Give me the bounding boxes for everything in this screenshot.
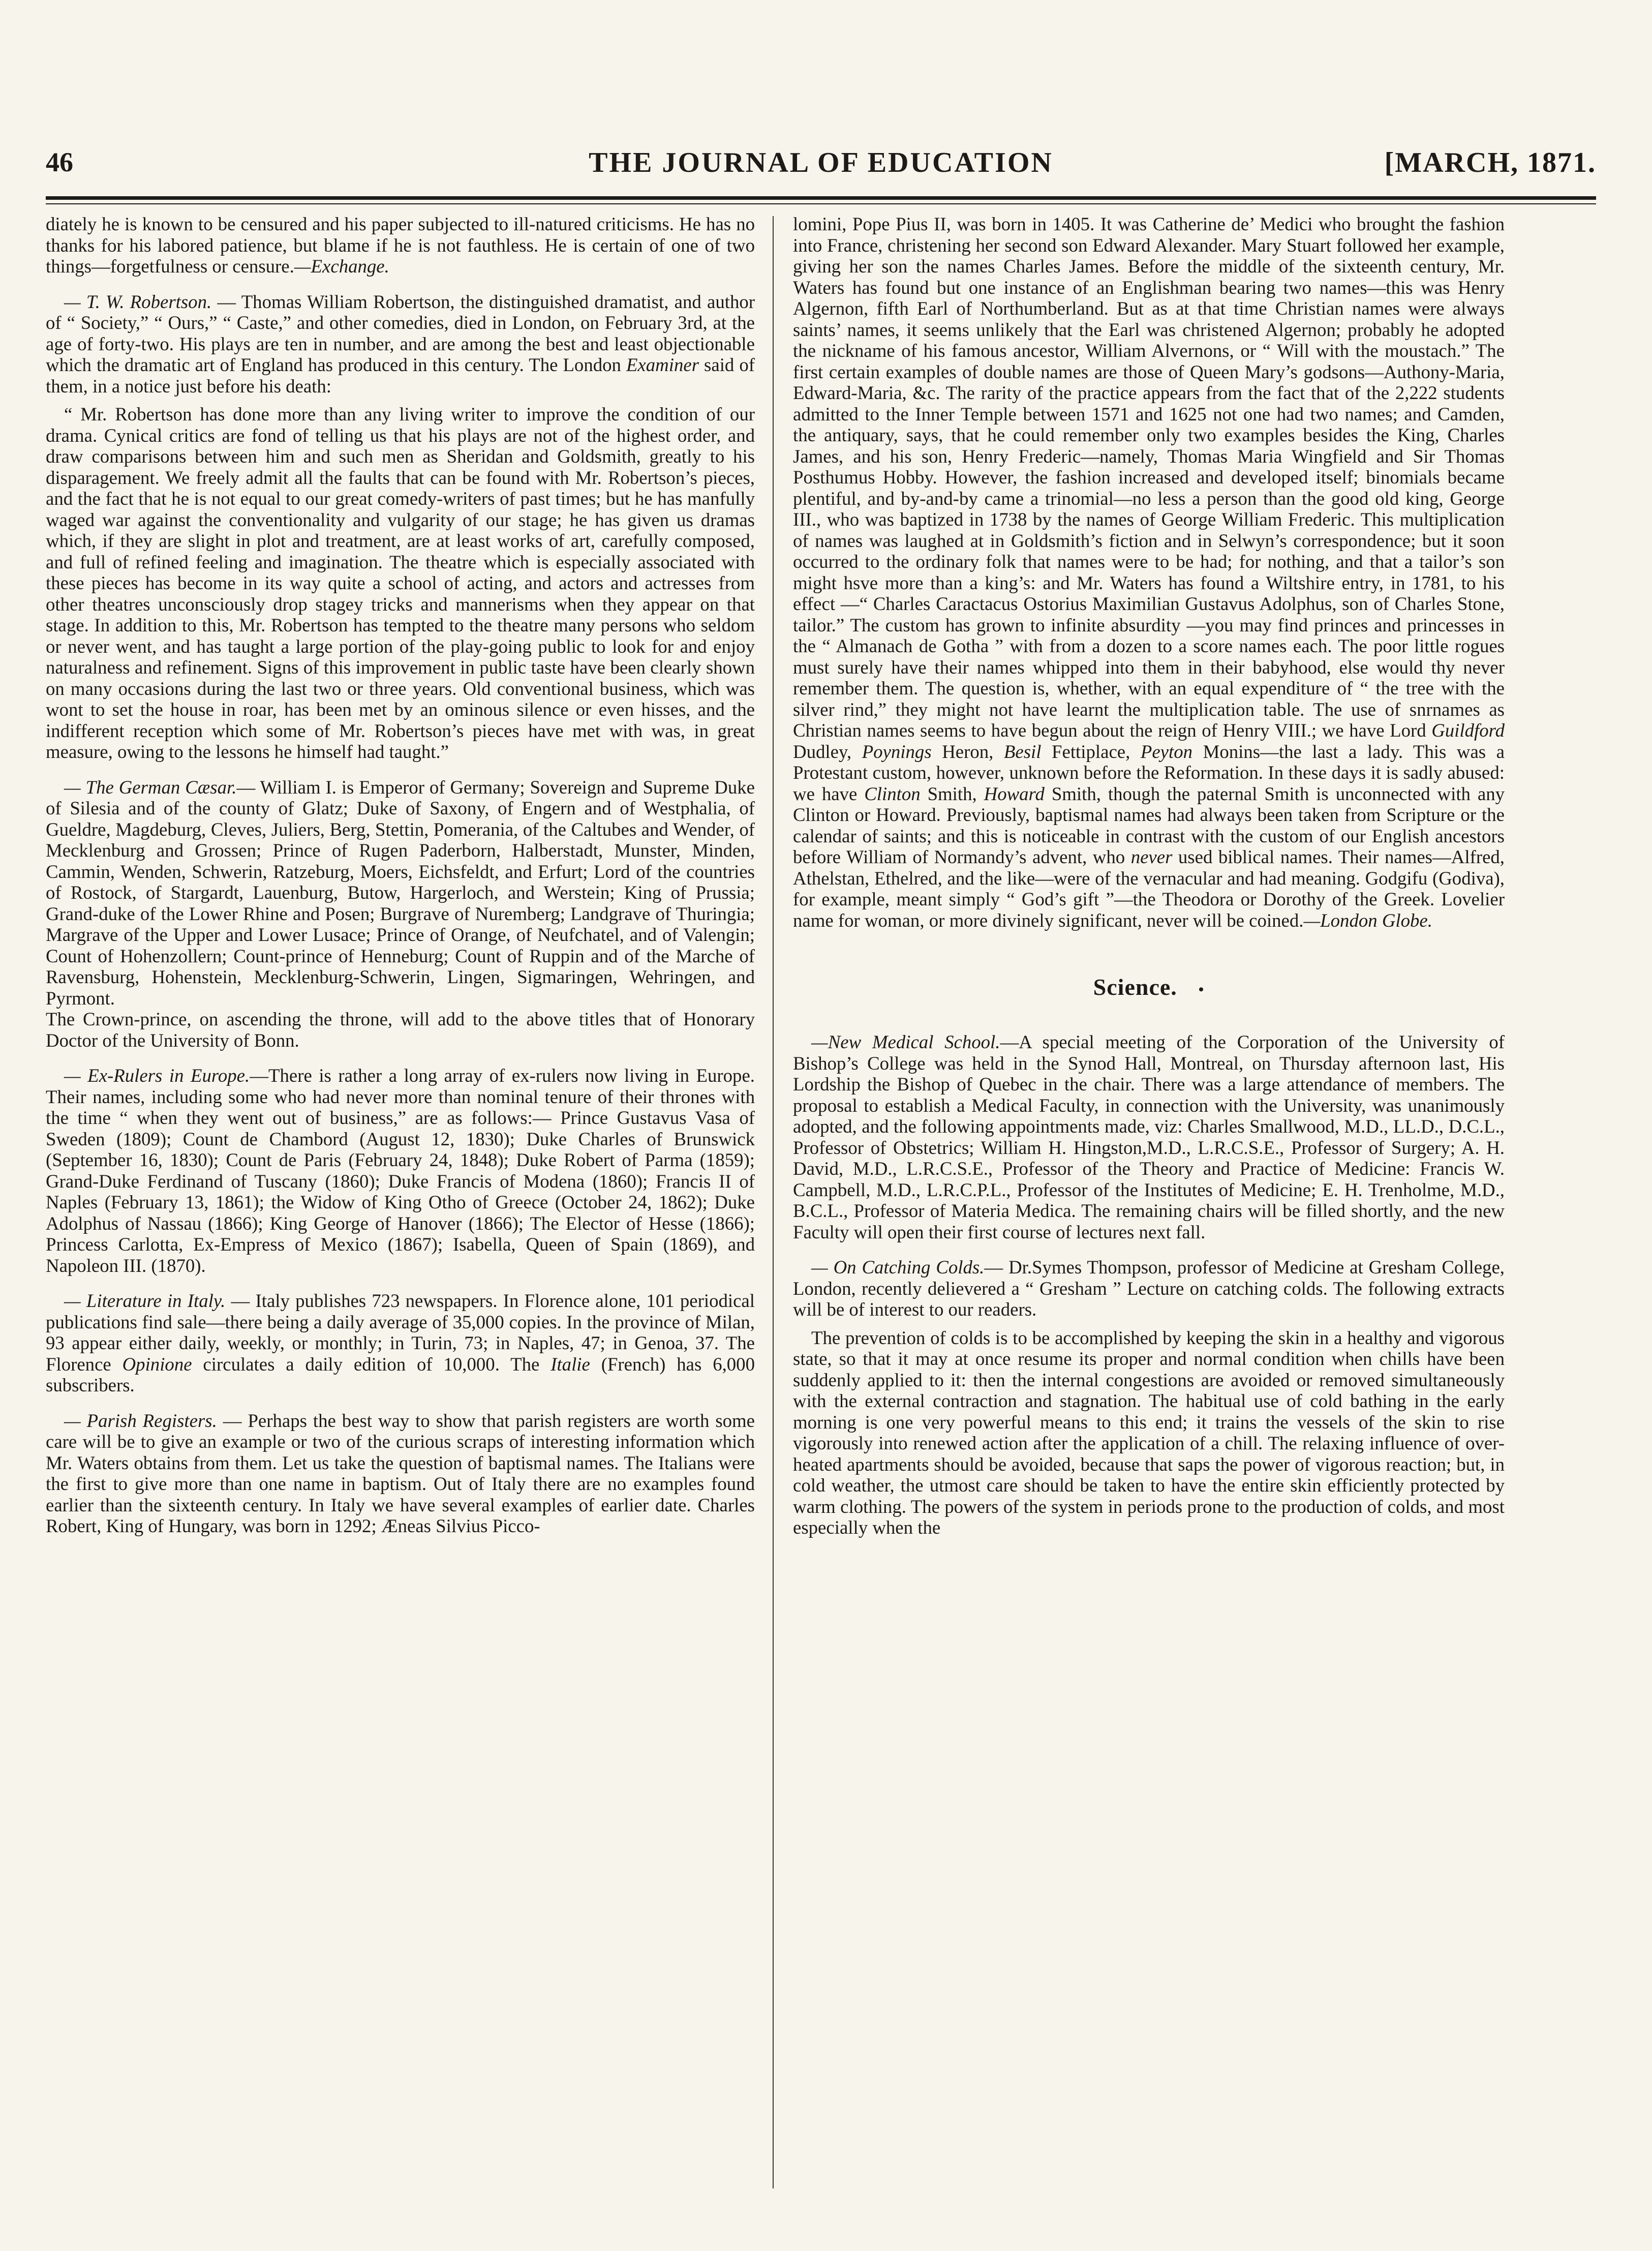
catching-colds-body: The prevention of colds is to be accomplished by keeping the skin in a healthy and vigorous state, so that it may at once resume its proper and normal condition when chills have been suddenly applied to it: then the internal congestions are avoided or removed simultaneously with the external contraction and stagnation. The habitual use of cold bathing in the early morning is one very powerful means to this end; it trains the vessels of the skin to rise vigorously into renewed action after the application of a chill. The relaxing influence of over-heated apartments should be avoided, because that saps the power of vigorous reaction; but, in cold weather, the utmost care should be taken to have the entire skin efficiently protected by warm clothing. The powers of the system in periods prone to the production of colds, and most especially when the [793, 1327, 1505, 1538]
paragraph-text: — Perhaps the best way to show that parish registers are worth some care will be to give an example or two of the curious scraps of interesting information which Mr. Waters obtains from them. Let us take the question of baptismal names. The Italians were the first to give more than one name in baptism. Out of Italy there are no examples found earlier than the sixteenth century. In Italy we have several examples of earlier date. Charles Robert, King of Hungary, was born in 1292; Æneas Silvius Picco- [46, 1410, 755, 1536]
source-credit: —Exchange. [294, 256, 389, 277]
paragraph-text: —There is rather a long array of ex-rulers now living in Europe. Their names, including some who had never more than nominal tenure of their thrones with the time “ when they went out of business,” are as follows:— Prince Gustavus Vasa of Sweden (1809); Count de Chambord (August 12, 1830); Duke Charles of Brunswick (September 16, 1830); Count de Paris (February 24, 1848); Duke Robert of Parma (1859); Grand-Duke Ferdinand of Tuscany (1860); Duke Francis of Modena (1860); Francis II of Naples (February 13, 1861); the Widow of King Otho of Greece (October 24, 1862); Duke Adolphus of Nassau (1866); King George of Hanover (1866); The Elector of Hesse (1866); Princess Carlotta, Ex-Empress of Mexico (1867); Isabella, Queen of Spain (1869), and Napoleon III. (1870). [46, 1065, 755, 1276]
bullet-icon: • [1198, 981, 1205, 998]
journal-title: THE JOURNAL OF EDUCATION [589, 147, 1053, 178]
publication-name: Examiner [626, 354, 699, 375]
publication-name: Opinione [122, 1353, 192, 1375]
paragraph-text: Fettiplace, [1041, 741, 1141, 762]
paragraph-text: said of them, in a notice just before his death: [46, 354, 755, 397]
publication-name: Italie [550, 1353, 590, 1375]
article-heading: — Ex-Rulers in Europe. [64, 1065, 250, 1086]
article-medical-school [793, 1031, 1505, 1242]
article-german-caesar [46, 777, 755, 1009]
article-ex-rulers [46, 1065, 755, 1276]
issue-date: [MARCH, 1871. [1384, 147, 1596, 178]
paragraph-text: — Dr.Symes Thompson, professor of Medicine at Gresham College, London, recently delievered a “ Gresham ” Lecture on catching colds. The following extracts will be of interest to our readers. [793, 1257, 1505, 1320]
paragraph-text: lomini, Pope Pius II, was born in 1405. It was Catherine de’ Medici who brought the fashion into France, christening her second son Edward Alexander. Mary Stuart followed her example, giving her son the names Charles James. Before the middle of the sixteenth century, Mr. Waters has found but one instance of an Englishman bearing two names—this was Henry Algernon, fifth Earl of Northumberland. But as at that time Christian names were always saints’ names, it seems unlikely that the Earl was christened Algernon; probably he adopted the nickname of his famous ancestor, William Alvernons, or “ Will with the moustach.” The first certain examples of double names are those of Queen Mary’s godsons—Authony-Maria, Edward-Maria, &c. The rarity of the practice appears from the fact that of the 2,222 students admitted to the Inner Temple between 1571 and 1625 not one had two names; and Camden, the antiquary, says, that he could remember only two examples besides the King, Charles James, and his son, Henry Frederic—namely, Thomas Maria Wingfield and Sir Thomas Posthumus Hobby. However, the fashion increased and developed itself; binomials became plentiful, and by-and-by came a trinomial—no less a person than the good old king, George III., who was baptized in 1738 by the names of George William Frederic. This multiplication of names was laughed at in Goldsmith’s fiction and in Selwyn’s correspondence; but it soon occurred to the ordinary folk that names were to be had; for nothing, and that a tailor’s son might hsve more than a king’s: and Mr. Waters has found a Wiltshire entry, in 1781, to his effect —“ Charles Caractacus Ostorius Maximilian Gustavus Adolphus, son of Charles Stone, tailor.” The custom has grown to infinite absurdity —you may find princes and princesses in the “ Almanach de Gotha ” with from a dozen to a score names each. The poor little rogues must surely have their names whipped into them in their babyhood, else would thy never remember them. The question is, whether, with an equal expenditure of “ the tree with the silver rind,” they might not have learnt the multiplication table. The use of snrnames as Christian names seems to have begun about the reign of Henry VIII.; we have Lord [793, 214, 1505, 741]
name-example: Besil [1003, 741, 1042, 762]
paragraph-text: diately he is known to be censured and his paper subjected to ill-natured criticisms. He has no thanks for his labored patience, but blame if he is not fauthless. He is certain of one of two things—forgetfulness or censure. [46, 214, 755, 277]
section-heading-science [793, 974, 1505, 1000]
exchange-continuation [46, 214, 755, 277]
emphasis: never [1130, 846, 1173, 867]
header-rule-thin [46, 203, 1596, 204]
paragraph-text: —A special meeting of the Corporation of the University of Bishop’s College was held in the Synod Hall, Montreal, on Thursday afternoon last, His Lordship the Bishop of Quebec in the chair. There was a large attendance of members. The proposal to establish a Medical Faculty, in connection with the University, was unanimously adopted, and the following appointments made, viz: Charles Smallwood, M.D., LL.D., D.C.L., Professor of Obstetrics; William H. Hingston,M.D., L.R.C.S.E., Professor of Surgery; A. H. David, M.D., L.R.C.S.E., Professor of the Theory and Practice of Medicine: Francis W. Campbell, M.D., L.R.C.P.L., Professor of the Institutes of Medicine; E. H. Trenholme, M.D., B.C.L., Professor of Materia Medica. The remaining chairs will be filled shortly, and the new Faculty will open their first course of lectures next fall. [793, 1031, 1505, 1242]
name-example: Peyton [1140, 741, 1193, 762]
name-example: Howard [984, 783, 1045, 804]
article-heading: — T. W. Robertson. [64, 291, 212, 312]
paragraph-text: Heron, [931, 741, 1004, 762]
section-title: Science. [1093, 974, 1177, 1000]
paragraph-text: Smith, [920, 783, 984, 804]
paragraph-text: Smith, though the paternal Smith is unconnected with any Clinton or Howard. Previously, baptismal names had always been taken from Scripture or the calendar of saints; and this is noticeable in contrast with the custom of our English ancestors before William of Normandy’s advent, who [793, 783, 1505, 867]
article-heading: —New Medical School. [811, 1031, 1000, 1053]
article-literature-italy [46, 1290, 755, 1396]
robertson-quote: “ Mr. Robertson has done more than any living writer to improve the condition of our drama. Cynical critics are fond of telling us that his plays are not of the highest order, and draw comparisons between him and such men as Sheridan and Goldsmith, greatly to his disparagement. We freely admit all the faults that can be found with Mr. Robertson’s pieces, and the fact that he is not equal to our great comedy-writers of past times; but he has manfully waged war against the conventionality and vulgarity of our stage; he has given us dramas which, if they are slight in plot and treatment, are at least works of art, carefully composed, and full of refined feeling and imagination. The theatre which is especially associated with these pieces has become in its way quite a school of acting, and actors and actresses from other theatres unconsciously drop stagey tricks and mannerisms when they appear on that stage. In addition to this, Mr. Robertson has tempted to the theatre many persons who seldom or never went, and has taught a large portion of the play-going public to look for and enjoy naturalness and refinement. Signs of this improvement in public taste have been clearly shown on many occasions during the last two or three years. Old conventional business, which was wont to set the house in roar, has been met by an ominous silence or even hisses, and the indifferent reception which some of Mr. Robertson’s pieces have met with was, in great measure, owing to the lessons he himself had taught.” [46, 404, 755, 762]
paragraph-text: — Thomas William Robertson, the distinguished dramatist, and author of “ Society,” “ Ours,” “ Caste,” and other comedies, died in London, on February 3rd, at the age of forty-two. His plays are ten in number, and are among the best and least objectionable which the dramatic art of England has produced in this century. The London [46, 291, 755, 375]
article-heading: — On Catching Colds. [811, 1257, 985, 1278]
name-example: Clinton [864, 783, 921, 804]
parish-registers-continuation [793, 214, 1505, 931]
column-divider [773, 216, 774, 2188]
page-number: 46 [46, 147, 73, 177]
paragraph-text: — Italy publishes 723 newspapers. In Florence alone, 101 periodical publications find sale—there being a daily average of 35,000 copies. In the province of Milan, 93 appear either daily, weekly, or monthly; in Turin, 73; in Naples, 47; in Genoa, 37. The Florence [46, 1290, 755, 1375]
article-heading: — Literature in Italy. [64, 1290, 226, 1311]
article-robertson [46, 291, 755, 397]
header-rule-thick [46, 196, 1596, 200]
caesar-continuation: The Crown-prince, on ascending the throne, will add to the above titles that of Honorary Doctor of the University of Bonn. [46, 1009, 755, 1051]
source-credit: —London Globe. [1303, 909, 1432, 931]
right-column [793, 214, 1505, 1553]
paragraph-text: (French) has 6,000 subscribers. [46, 1353, 755, 1395]
paragraph-text: — William I. is Emperor of Germany; Sovereign and Supreme Duke of Silesia and of the county of Glatz; Duke of Saxony, of Engern and of Westphalia, of Gueldre, Magdeburg, Cleves, Juliers, Berg, Stettin, Pomerania, of the Caltubes and Wender, of Mecklenburg and Grossen; Prince of Rugen Paderborn, Halberstadt, Munster, Minden, Cammin, Wenden, Schwerin, Ratzeburg, Moers, Eichsfeldt, and Erfurt; Lord of the countries of Rostock, of Stargardt, Lauenburg, Butow, Hargerloch, and Werstein; King of Prussia; Grand-duke of the Lower Rhine and Posen; Burgrave of Nuremberg; Landgrave of Thuringia; Margrave of the Upper and Lower Lusace; Prince of Orange, of Neufchatel, and of Valengin; Count of Hohenzollern; Count-prince of Henneburg; Count of Ruppin and of the Marche of Ravensburg, Hohenstein, Mecklenburg-Schwerin, Lingen, Sigmaringen, Wehringen, and Pyrmont. [46, 776, 755, 1009]
paragraph-text: Monins—the last a lady. This was a Protestant custom, however, unknown before the Reformation. In these days it is sadly abused: we have [793, 741, 1505, 804]
page-header [46, 146, 1596, 187]
paragraph-text: circulates a daily edition of 10,000. The [192, 1353, 551, 1375]
left-column [46, 214, 755, 1551]
article-parish-registers [46, 1410, 755, 1537]
paragraph-text: Dudley, [793, 741, 862, 762]
paragraph-text: used biblical names. Their names—Alfred, Athelstan, Ethelred, and the like—were of the vernacular and had meaning. Godgifu (Godiva), for example, meant simply “ God’s gift ”—the Theodora or Dorothy of the Greek. Lovelier name for woman, or more divinely significant, never will be coined. [793, 846, 1505, 931]
article-catching-colds [793, 1257, 1505, 1320]
name-example: Poynings [862, 741, 932, 762]
name-example: Guildford [1431, 720, 1505, 741]
article-heading: — The German Cæsar. [64, 776, 237, 798]
article-heading: — Parish Registers. [64, 1410, 217, 1431]
